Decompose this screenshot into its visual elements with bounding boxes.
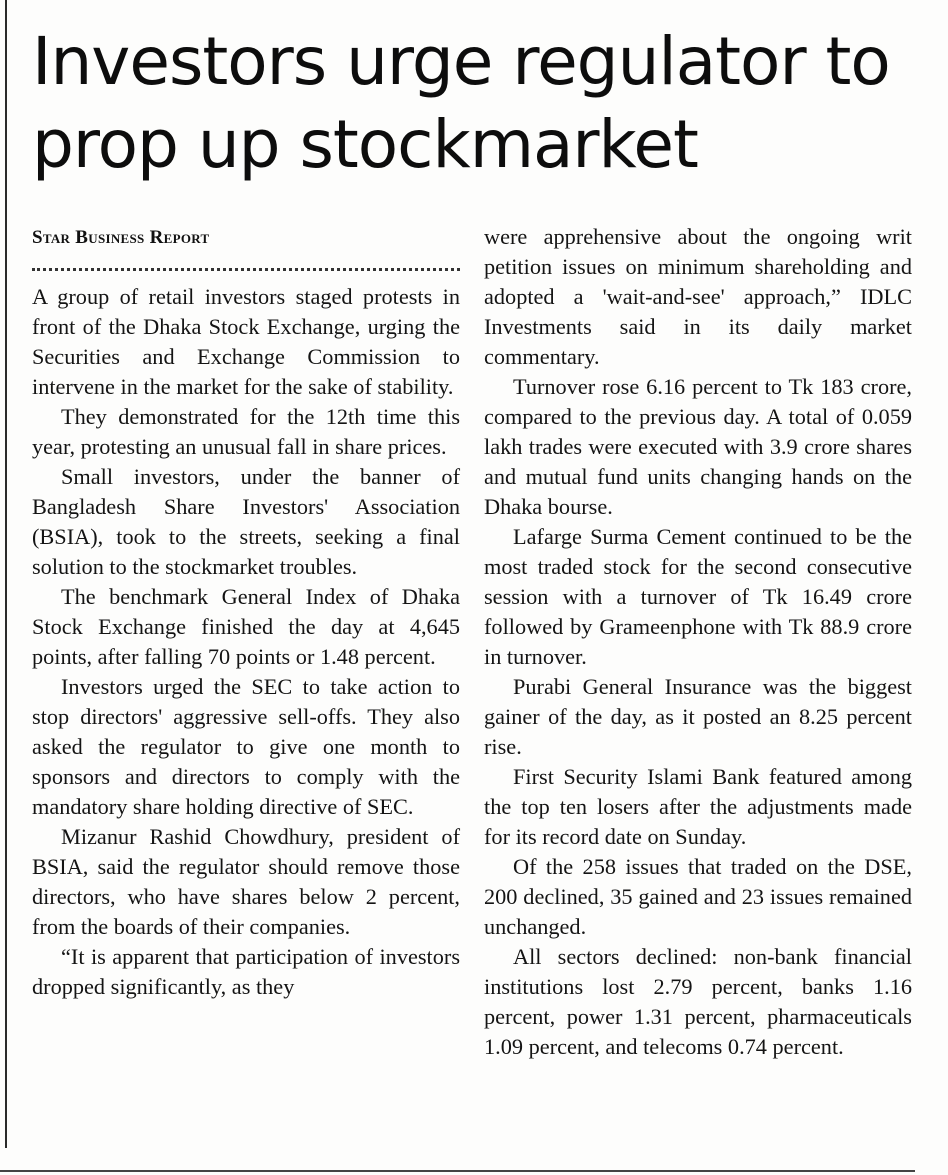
paragraph: Mizanur Rashid Chowdhury, president of BSIA, said the regulator should remove those directors, who have shares below 2 percent, from the boards of their companies. <box>32 824 460 939</box>
byline: Star Business Report <box>32 227 210 248</box>
paragraph: Lafarge Surma Cement continued to be the most traded stock for the second consecutive session with a turnover of Tk 16.49 crore followed by Grameenphone with Tk 88.9 crore in turnover. <box>484 524 912 669</box>
paragraph: Investors urged the SEC to take action to stop directors' aggressive sell-offs. They also asked the regulator to give one month to sponsors and directors to comply with the mandatory share holding directive of SEC. <box>32 674 460 819</box>
left-border-rule <box>5 0 7 1148</box>
bottom-border-rule <box>0 1170 915 1172</box>
paragraph: “It is apparent that participation of investors dropped significantly, as they <box>32 944 460 999</box>
paragraph: All sectors declined: non-bank financial institutions lost 2.79 percent, banks 1.16 percent, power 1.31 percent, pharmaceuticals 1.09 percent, and telecoms 0.74 percent. <box>484 944 912 1059</box>
paragraph: The benchmark General Index of Dhaka Stock Exchange finished the day at 4,645 points, after falling 70 points or 1.48 percent. <box>32 584 460 669</box>
byline-dotted-divider <box>32 268 460 271</box>
paragraph: They demonstrated for the 12th time this year, protesting an unusual fall in share prices. <box>32 404 460 459</box>
paragraph-continuation: were apprehensive about the ongoing writ petition issues on minimum shareholding and adopted a 'wait-and-see' approach,” IDLC Investments said in its daily market commentary. <box>484 224 912 369</box>
paragraph: A group of retail investors staged protests in front of the Dhaka Stock Exchange, urging the Securities and Exchange Commission to intervene in the market for the sake of stability. <box>32 284 460 399</box>
paragraph: Of the 258 issues that traded on the DSE, 200 declined, 35 gained and 23 issues remained unchanged. <box>484 854 912 939</box>
paragraph: First Security Islami Bank featured among the top ten losers after the adjustments made for its record date on Sunday. <box>484 764 912 849</box>
article-column-right <box>484 222 912 1062</box>
article-column-left <box>32 282 460 1002</box>
paragraph: Small investors, under the banner of Bangladesh Share Investors' Association (BSIA), took to the streets, seeking a final solution to the stockmarket troubles. <box>32 464 460 579</box>
paragraph: Purabi General Insurance was the biggest gainer of the day, as it posted an 8.25 percent rise. <box>484 674 912 759</box>
headline: Investors urge regulator to prop up stockmarket <box>32 23 890 183</box>
paragraph: Turnover rose 6.16 percent to Tk 183 crore, compared to the previous day. A total of 0.059 lakh trades were executed with 3.9 crore shares and mutual fund units changing hands on the Dhaka bourse. <box>484 374 912 519</box>
